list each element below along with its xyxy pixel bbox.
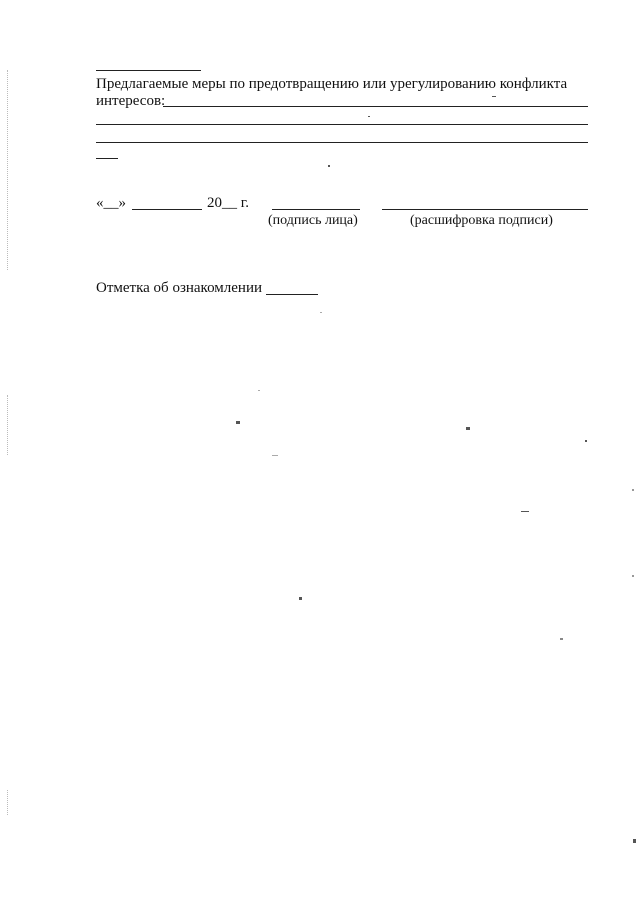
scan-speck xyxy=(328,165,330,167)
scan-speck xyxy=(492,96,496,97)
date-year: 20__ г. xyxy=(207,195,249,211)
section-title-continued: интересов: xyxy=(96,93,166,109)
section-title: Предлагаемые меры по предотвращению или урегулированию конфликта xyxy=(96,76,568,92)
scan-margin-mark xyxy=(7,395,8,455)
date-day: «__» xyxy=(96,195,126,211)
signature-caption: (подпись лица) xyxy=(268,213,358,228)
scan-speck xyxy=(585,440,587,442)
measures-fill-line xyxy=(96,142,588,143)
scan-speck xyxy=(632,575,634,577)
scan-speck xyxy=(633,839,636,843)
scan-speck xyxy=(521,511,529,512)
scan-speck xyxy=(236,421,240,424)
acknowledgement-label: Отметка об ознакомлении xyxy=(96,280,263,296)
measures-fill-line xyxy=(163,106,588,107)
scan-speck xyxy=(258,390,260,391)
scan-speck xyxy=(320,312,322,313)
scan-speck xyxy=(632,489,634,491)
scan-margin-mark xyxy=(7,790,8,815)
acknowledgement-line xyxy=(266,294,318,295)
scan-speck xyxy=(466,427,470,430)
decryption-caption: (расшифровка подписи) xyxy=(410,213,553,228)
scan-speck xyxy=(560,638,563,640)
scan-margin-mark xyxy=(7,70,8,270)
decryption-line xyxy=(382,209,588,210)
top-blank-line xyxy=(96,70,201,71)
date-month-line xyxy=(132,209,202,210)
measures-fill-line xyxy=(96,124,588,125)
scan-speck xyxy=(368,116,370,117)
scan-speck xyxy=(299,597,302,600)
signature-line xyxy=(272,209,360,210)
measures-fill-line-end xyxy=(96,158,118,159)
scan-speck xyxy=(272,455,278,456)
